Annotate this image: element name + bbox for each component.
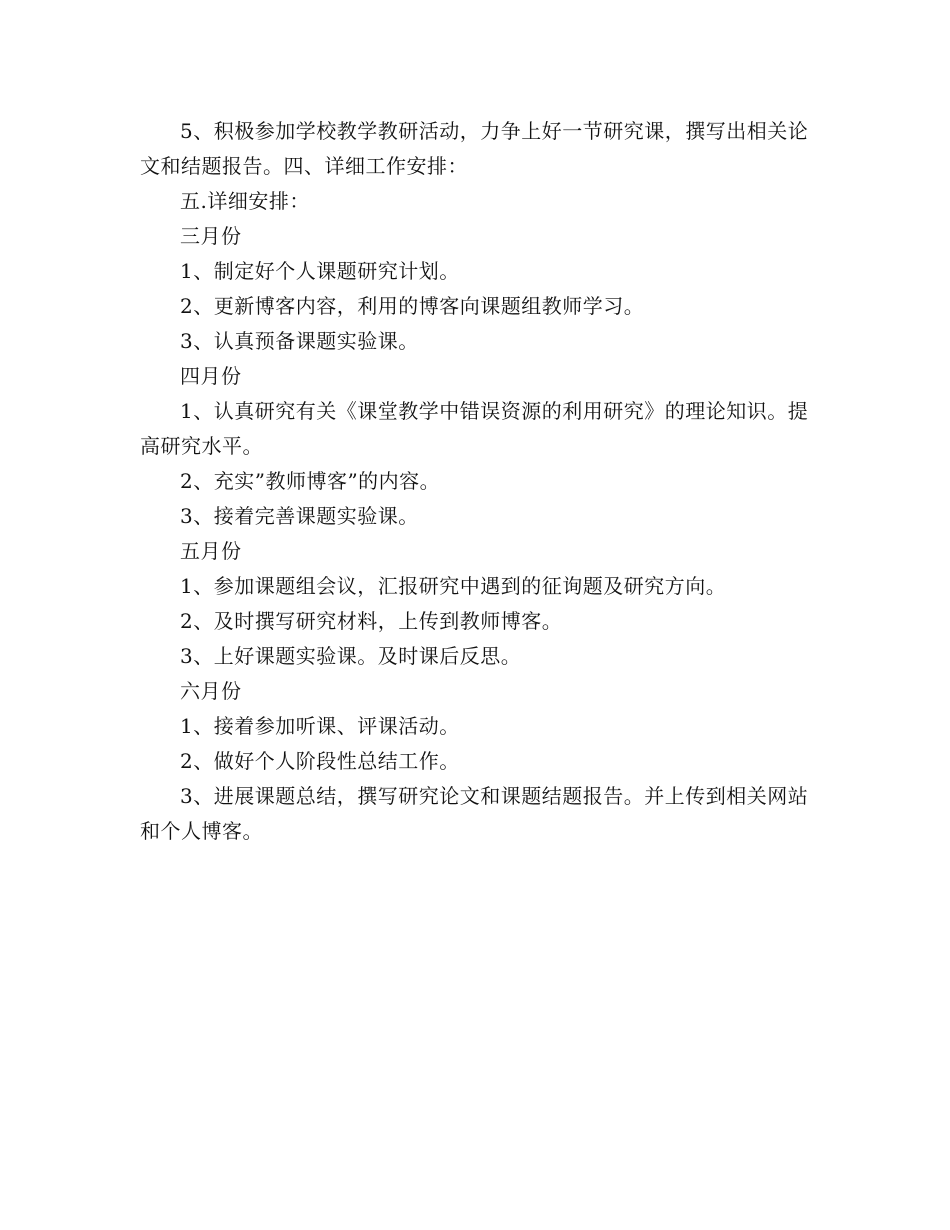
list-item: 3、进展课题总结，撰写研究论文和课题结题报告。并上传到相关网站和个人博客。 (140, 784, 809, 843)
list-item: 2、充实”教师博客”的内容。 (180, 469, 441, 493)
list-item: 2、更新博客内容，利用的博客向课题组教师学习。 (180, 294, 645, 318)
list-item: 2、及时撰写研究材料，上传到教师博客。 (180, 609, 563, 633)
month-heading-march: 三月份 (180, 224, 242, 248)
list-item: 3、上好课题实验课。及时课后反思。 (180, 644, 522, 668)
month-heading-april: 四月份 (180, 364, 242, 388)
month-heading-june: 六月份 (180, 679, 242, 703)
section-heading-detailed-arrangement: 五.详细安排： (180, 189, 310, 213)
list-item: 3、接着完善课题实验课。 (180, 504, 419, 528)
list-item: 2、做好个人阶段性总结工作。 (180, 749, 460, 773)
month-heading-may: 五月份 (180, 539, 242, 563)
list-item: 1、制定好个人课题研究计划。 (180, 259, 460, 283)
document-body (140, 114, 812, 849)
list-item: 1、参加课题组会议，汇报研究中遇到的征询题及研究方向。 (180, 574, 727, 598)
paragraph-item-5-research: 5、积极参加学校教学教研活动，力争上好一节研究课，撰写出相关论文和结题报告。四、详细工作安排： (140, 119, 809, 178)
list-item: 1、认真研究有关《课堂教学中错误资源的利用研究》的理论知识。提高研究水平。 (140, 399, 809, 458)
list-item: 1、接着参加听课、评课活动。 (180, 714, 460, 738)
list-item: 3、认真预备课题实验课。 (180, 329, 419, 353)
